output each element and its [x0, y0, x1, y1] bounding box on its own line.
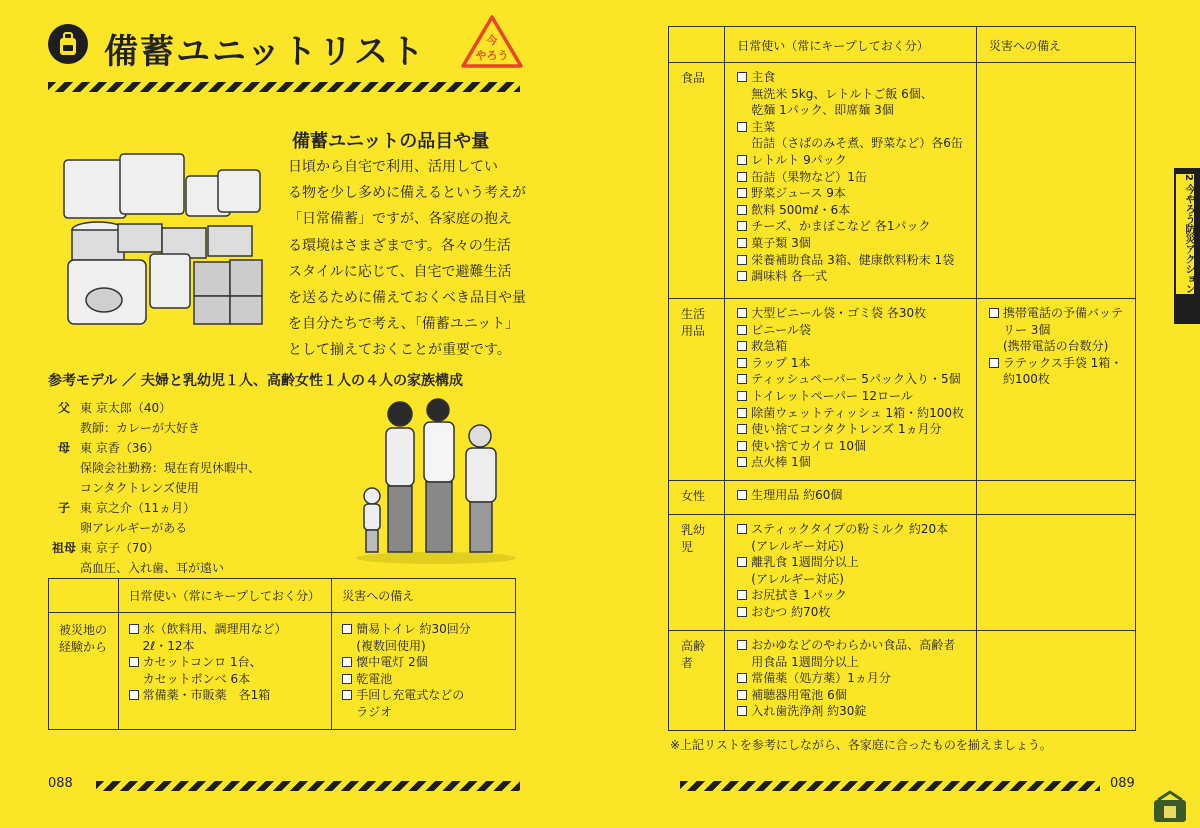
disaster-cell — [976, 481, 1135, 515]
family-row — [48, 478, 348, 498]
family-role: 母 — [57, 441, 70, 455]
checkbox[interactable] — [737, 358, 747, 368]
row-label-line: 経験から — [59, 640, 108, 654]
family-text: 高血圧、入れ歯、耳が遠い — [80, 561, 225, 575]
checklist-item-cont: (アレルギー対応) — [751, 538, 844, 553]
badge-line2: やろう — [475, 49, 509, 62]
chapter-tab-label: 2 今やろう防災アクション — [1176, 174, 1194, 294]
table-corner — [669, 27, 725, 63]
checkbox[interactable] — [737, 673, 747, 683]
family-row — [48, 518, 348, 538]
category-women: 女性 — [669, 481, 725, 515]
checklist-item: 点火棒 1個 — [737, 454, 964, 471]
disaster-cell — [976, 63, 1135, 299]
badge-line1: 今 — [486, 34, 498, 47]
checklist-item: 主食 — [737, 69, 964, 86]
corner-logo-icon — [1150, 790, 1190, 824]
daily-cell — [118, 613, 332, 730]
checklist-item: 離乳食 1週間分以上 — [737, 554, 964, 571]
intro-line: 「日常備蓄」ですが、各家庭の抱え — [288, 211, 512, 228]
item-text: カセットコンロ 1台、 — [142, 655, 262, 670]
checkbox[interactable] — [737, 271, 747, 281]
checkbox[interactable] — [342, 657, 352, 667]
checkbox[interactable] — [737, 424, 747, 434]
checklist-item-cont: (携帯電話の台数分) — [1002, 339, 1109, 354]
checkbox[interactable] — [737, 607, 747, 617]
intro-line: る環境はさまざまです。各々の生活 — [288, 237, 511, 254]
checklist-item — [129, 687, 322, 704]
family-row — [48, 418, 348, 438]
checklist-item: 補聴器用電池 6個 — [737, 687, 964, 704]
category-infants: 乳幼児 — [669, 515, 725, 631]
checklist-item: 野菜ジュース 9本 — [737, 185, 964, 202]
checkbox[interactable] — [737, 122, 747, 132]
intro-body — [288, 154, 526, 364]
checklist-item: スティックタイプの粉ミルク 約20本 — [737, 521, 964, 538]
left-stockpile-table — [48, 578, 516, 730]
item-text: 水（飲料用、調理用など） — [142, 622, 287, 636]
column-header-daily: 日常使い（常にキープしておく分） — [725, 27, 977, 63]
checkbox[interactable] — [737, 238, 747, 248]
family-row — [48, 438, 348, 458]
checklist-item: ティッシュペーパー 5パック入り・5個 — [737, 371, 964, 388]
checklist-item-cont — [129, 638, 322, 655]
checkbox[interactable] — [737, 155, 747, 165]
family-text: コンタクトレンズ使用 — [80, 481, 199, 495]
family-text: 東 京太郎（40） — [80, 401, 172, 415]
checklist-item — [342, 654, 505, 671]
model-heading: 参考モデル ／ 夫婦と乳幼児１人、高齢女性１人の４人の家族構成 — [48, 373, 464, 389]
checklist-item-cont: 乾麺 1パック、即席麺 3個 — [751, 103, 894, 118]
checklist-item — [342, 621, 505, 638]
checklist-item-cont — [129, 671, 322, 688]
hazard-stripe — [680, 781, 1100, 791]
category-elderly: 高齢者 — [669, 631, 725, 731]
checklist-item: 使い捨てコンタクトレンズ 1ヵ月分 — [737, 421, 964, 438]
column-header-disaster: 災害への備え — [332, 579, 516, 613]
checklist-item-cont: 無洗米 5kg、レトルトご飯 6個、 — [751, 86, 933, 101]
checklist-item: 調味料 各一式 — [737, 268, 964, 285]
checklist-item: チーズ、かまぼこなど 各1パック — [737, 218, 964, 235]
page-number-left: 088 — [48, 776, 73, 791]
family-text: 教師：カレーが大好き — [80, 421, 201, 435]
checkbox[interactable] — [737, 441, 747, 451]
intro-line: を自分たちで考え、「備蓄ユニット」 — [288, 316, 520, 333]
checkbox[interactable] — [737, 172, 747, 182]
item-text: 簡易トイレ 約30回分 — [356, 622, 471, 636]
family-row — [48, 558, 348, 578]
checkbox[interactable] — [737, 255, 747, 265]
checklist-item: おむつ 約70枚 — [737, 604, 964, 621]
checkbox[interactable] — [737, 205, 747, 215]
checkbox[interactable] — [342, 674, 352, 684]
checklist-item: 飲料 500mℓ・6本 — [737, 202, 964, 219]
now-badge — [460, 14, 524, 70]
checklist-item-cont: リー 3個 — [1002, 322, 1051, 337]
item-text: カセットボンベ 6本 — [142, 671, 251, 686]
checklist-item: 缶詰（果物など）1缶 — [737, 169, 964, 186]
family-text: 卵アレルギーがある — [80, 521, 188, 535]
checkbox[interactable] — [737, 374, 747, 384]
disaster-cell — [332, 613, 516, 730]
item-text: 懐中電灯 2個 — [356, 655, 428, 670]
checklist-item — [342, 671, 505, 688]
daily-cell — [725, 481, 977, 515]
row-label-line: 被災地の — [59, 623, 108, 637]
family-role — [48, 478, 80, 498]
item-text: ラジオ — [356, 704, 393, 719]
checklist-item-cont: 缶詰（さばのみそ煮、野菜など）各6缶 — [751, 136, 963, 151]
checklist-item: ラテックス手袋 1箱・ — [989, 355, 1123, 372]
hazard-stripe — [48, 82, 520, 92]
family-role — [48, 458, 80, 478]
item-text: 2ℓ・12本 — [142, 638, 195, 653]
backpack-icon — [48, 24, 88, 64]
item-text: 手回し充電式などの — [356, 688, 465, 703]
checklist-item-cont: (アレルギー対応) — [751, 571, 844, 586]
checkbox[interactable] — [737, 706, 747, 716]
checkbox[interactable] — [342, 690, 352, 700]
stockpile-illustration — [58, 150, 268, 330]
family-row — [48, 538, 348, 558]
checklist-item: 常備薬（処方薬）1ヵ月分 — [737, 670, 964, 687]
family-illustration — [348, 396, 524, 566]
family-role — [48, 558, 80, 578]
intro-line: を送るために備えておくべき品目や量 — [288, 290, 526, 307]
category-daily-goods: 生活用品 — [669, 299, 725, 481]
family-list — [48, 398, 348, 578]
checklist-item: 入れ歯洗浄剤 約30錠 — [737, 703, 964, 720]
checkbox[interactable] — [989, 358, 999, 368]
row-label — [49, 613, 119, 730]
family-text: 東 京子（70） — [80, 541, 160, 555]
checkbox[interactable] — [737, 72, 747, 82]
daily-cell — [725, 63, 977, 299]
checklist-item: レトルト 9パック — [737, 152, 964, 169]
checklist-item: ビニール袋 — [737, 322, 964, 339]
checklist-item: 除菌ウェットティッシュ 1箱・約100枚 — [737, 405, 964, 422]
checklist-item: 携帯電話の予備バッテ — [989, 305, 1123, 322]
checklist-item: 主菜 — [737, 119, 964, 136]
checkbox[interactable] — [737, 490, 747, 500]
page-number-right: 089 — [1110, 776, 1135, 791]
checkbox[interactable] — [129, 657, 139, 667]
table-corner — [49, 579, 119, 613]
daily-cell — [725, 631, 977, 731]
column-header-disaster: 災害への備え — [976, 27, 1135, 63]
checklist-item: 栄養補助食品 3箱、健康飲料粉末 1袋 — [737, 252, 964, 269]
checkbox[interactable] — [737, 188, 747, 198]
checklist-item-cont: 約100枚 — [1002, 372, 1050, 387]
checklist-item-cont: 用食品 1週間分以上 — [751, 654, 859, 669]
checklist-item-cont — [342, 704, 505, 721]
checklist-item — [342, 687, 505, 704]
checklist-item: 生理用品 約60個 — [737, 487, 964, 504]
family-row — [48, 498, 348, 518]
intro-heading: 備蓄ユニットの品目や量 — [292, 131, 490, 152]
checkbox[interactable] — [737, 408, 747, 418]
checklist-item: トイレットペーパー 12ロール — [737, 388, 964, 405]
checkbox[interactable] — [737, 457, 747, 467]
checklist-item: お尻拭き 1パック — [737, 587, 964, 604]
checkbox[interactable] — [342, 624, 352, 634]
family-text: 東 京香（36） — [80, 441, 160, 455]
checklist-item: 救急箱 — [737, 338, 964, 355]
checkbox[interactable] — [737, 590, 747, 600]
family-role — [48, 518, 80, 538]
checkbox[interactable] — [737, 221, 747, 231]
checkbox[interactable] — [737, 557, 747, 567]
checkbox[interactable] — [737, 391, 747, 401]
item-text: 乾電池 — [356, 671, 393, 686]
family-row — [48, 398, 348, 418]
family-row — [48, 458, 348, 478]
checklist-item — [129, 654, 322, 671]
daily-cell — [725, 515, 977, 631]
checklist-item: おかゆなどのやわらかい食品、高齢者 — [737, 637, 964, 654]
intro-line: スタイルに応じて、自宅で避難生活 — [288, 263, 512, 280]
checkbox[interactable] — [737, 341, 747, 351]
disaster-cell — [976, 515, 1135, 631]
item-text: (複数回使用) — [356, 638, 426, 653]
family-role: 祖母 — [51, 541, 76, 555]
category-food: 食品 — [669, 63, 725, 299]
family-text: 保険会社勤務：現在育児休暇中、 — [80, 461, 261, 475]
checkbox[interactable] — [737, 325, 747, 335]
intro-line: る物を少し多めに備えるという考えが — [288, 185, 526, 202]
column-header-daily: 日常使い（常にキープしておく分） — [118, 579, 332, 613]
checklist-item-cont — [342, 638, 505, 655]
footnote: ※上記リストを参考にしながら、各家庭に合ったものを揃えましょう。 — [670, 738, 1052, 752]
right-stockpile-table — [668, 26, 1136, 731]
checkbox[interactable] — [129, 690, 139, 700]
checkbox[interactable] — [129, 624, 139, 634]
checkbox[interactable] — [737, 640, 747, 650]
checkbox[interactable] — [989, 308, 999, 318]
disaster-cell — [976, 299, 1135, 481]
checklist-item — [129, 621, 322, 638]
page-title: 備蓄ユニットリスト — [104, 32, 426, 72]
checklist-item: 使い捨てカイロ 10個 — [737, 438, 964, 455]
intro-line: 日頃から自宅で利用、活用してい — [288, 159, 498, 175]
intro-line: として揃えておくことが重要です。 — [288, 342, 511, 359]
daily-cell — [725, 299, 977, 481]
item-text: 常備薬・市販薬 各1箱 — [142, 688, 271, 703]
checklist-item: ラップ 1本 — [737, 355, 964, 372]
family-text: 東 京之介（11ヵ月） — [80, 501, 196, 515]
family-role: 子 — [57, 501, 70, 515]
checklist-item: 菓子類 3個 — [737, 235, 964, 252]
checkbox[interactable] — [737, 308, 747, 318]
disaster-cell — [976, 631, 1135, 731]
checkbox[interactable] — [737, 690, 747, 700]
checkbox[interactable] — [737, 524, 747, 534]
checklist-item: 大型ビニール袋・ゴミ袋 各30枚 — [737, 305, 964, 322]
family-role — [48, 418, 80, 438]
family-role: 父 — [57, 401, 70, 415]
hazard-stripe — [96, 781, 520, 791]
